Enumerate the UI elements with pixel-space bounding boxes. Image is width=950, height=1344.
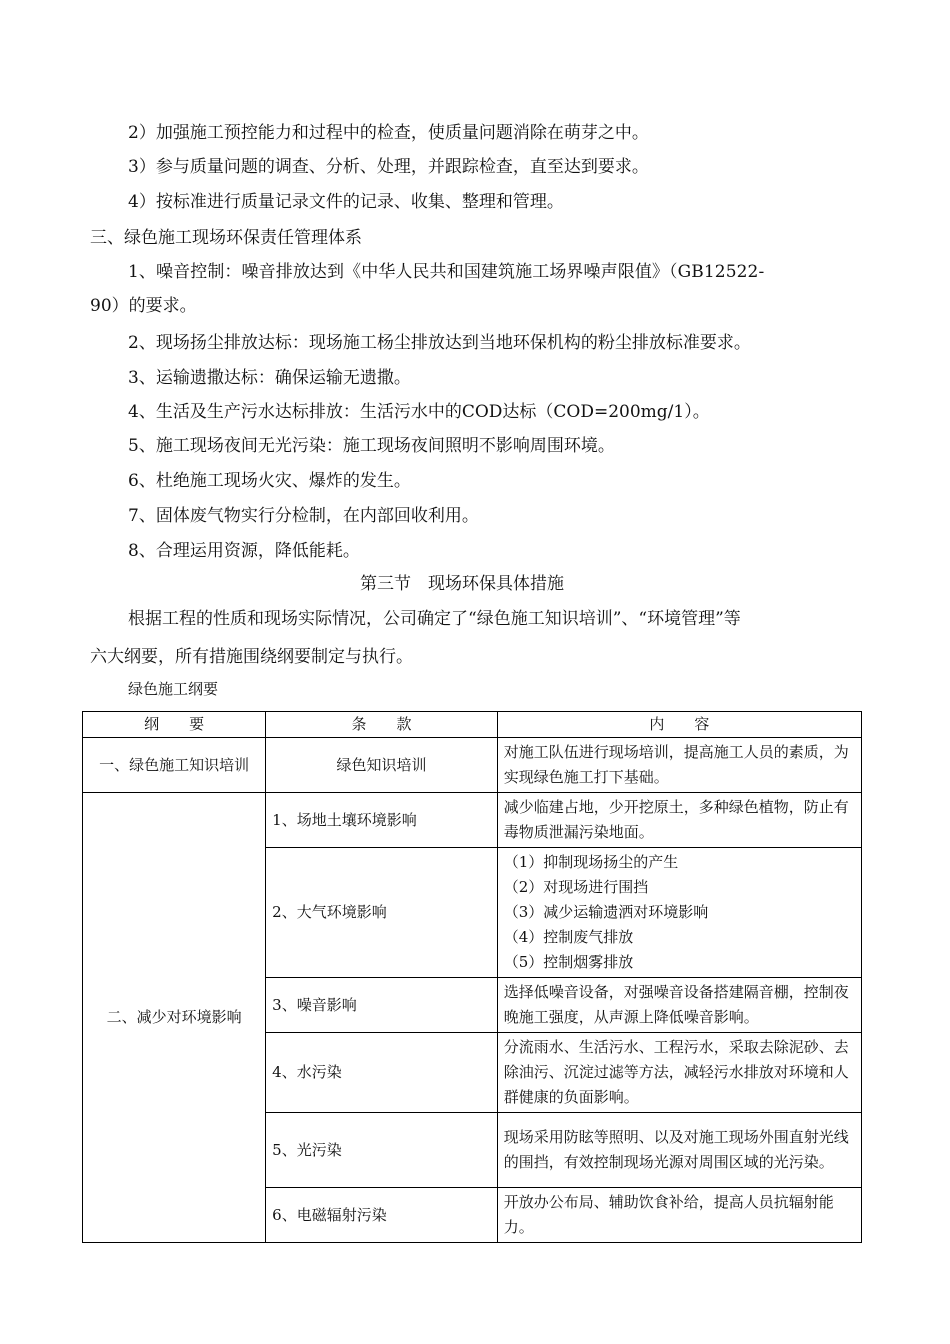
table-row <box>83 738 862 793</box>
green-construction-outline-table <box>82 711 862 1243</box>
intro-line-2: 六大纲要，所有措施围绕纲要制定与执行。 <box>90 647 413 667</box>
content-cell: 现场采用防眩等照明、以及对施工现场外围直射光线的围挡，有效控制现场光源对周围区域的光污染。 <box>497 1113 861 1188</box>
section-title: 第三节 现场环保具体措施 <box>360 574 564 594</box>
paragraph-item-2: 2）加强施工预控能力和过程中的检查，使质量问题消除在萌芽之中。 <box>128 123 649 143</box>
light-pollution-standard: 5、施工现场夜间无光污染：施工现场夜间照明不影响周围环境。 <box>128 436 615 456</box>
header-outline: 纲 要 <box>83 712 266 738</box>
table-row <box>83 793 862 848</box>
list-item: （5）控制烟雾排放 <box>503 953 634 971</box>
paragraph-item-4: 4）按标准进行质量记录文件的记录、收集、整理和管理。 <box>128 192 564 212</box>
content-cell: 对施工队伍进行现场培训，提高施工人员的素质，为实现绿色施工打下基础。 <box>497 738 861 793</box>
table-header-row <box>83 712 862 738</box>
header-clause: 条 款 <box>266 712 498 738</box>
intro-line-1: 根据工程的性质和现场实际情况，公司确定了“绿色施工知识培训”、“环境管理”等 <box>128 609 741 629</box>
noise-control-line-1: 1、噪音控制：噪音排放达到《中华人民共和国建筑施工场界噪声限值》（GB12522- <box>128 262 765 282</box>
clause-cell: 绿色知识培训 <box>266 738 498 793</box>
clause-cell: 4、水污染 <box>266 1033 498 1113</box>
resource-use: 8、合理运用资源，降低能耗。 <box>128 541 360 561</box>
clause-cell: 5、光污染 <box>266 1113 498 1188</box>
clause-cell: 3、噪音影响 <box>266 978 498 1033</box>
clause-cell: 1、场地土壤环境影响 <box>266 793 498 848</box>
list-item: （4）控制废气排放 <box>503 928 634 946</box>
content-cell: 减少临建占地，少开挖原土，多种绿色植物，防止有毒物质泄漏污染地面。 <box>497 793 861 848</box>
solid-waste: 7、固体废气物实行分检制，在内部回收利用。 <box>128 506 479 526</box>
content-cell: 选择低噪音设备，对强噪音设备搭建隔音棚，控制夜晚施工强度，从声源上降低噪音影响。 <box>497 978 861 1033</box>
list-item: （1）抑制现场扬尘的产生 <box>503 853 679 871</box>
transport-standard: 3、运输遗撒达标：确保运输无遗撒。 <box>128 368 411 388</box>
section-heading-3: 三、绿色施工现场环保责任管理体系 <box>90 228 362 248</box>
paragraph-item-3: 3）参与质量问题的调查、分析、处理，并跟踪检查，直至达到要求。 <box>128 157 649 177</box>
table-caption: 绿色施工纲要 <box>128 680 219 698</box>
list-item: （2）对现场进行围挡 <box>503 878 649 896</box>
dust-standard: 2、现场扬尘排放达标：现场施工杨尘排放达到当地环保机构的粉尘排放标准要求。 <box>128 333 751 353</box>
content-cell: 开放办公布局、辅助饮食补给，提高人员抗辐射能力。 <box>497 1188 861 1243</box>
clause-cell: 6、电磁辐射污染 <box>266 1188 498 1243</box>
category-cell: 一、绿色施工知识培训 <box>83 738 266 793</box>
fire-prevention: 6、杜绝施工现场火灾、爆炸的发生。 <box>128 471 411 491</box>
content-cell: 分流雨水、生活污水、工程污水，采取去除泥砂、去除油污、沉淀过滤等方法，减轻污水排放对环境和人群健康的负面影响。 <box>497 1033 861 1113</box>
clause-cell: 2、大气环境影响 <box>266 848 498 978</box>
sewage-standard: 4、生活及生产污水达标排放：生活污水中的COD达标（COD=200mg/1）。 <box>128 402 710 422</box>
category-cell: 二、减少对环境影响 <box>83 793 266 1243</box>
header-content: 内 容 <box>497 712 861 738</box>
noise-control-line-2: 90）的要求。 <box>90 296 197 316</box>
content-cell <box>497 848 861 978</box>
list-item: （3）减少运输遗洒对环境影响 <box>503 903 709 921</box>
